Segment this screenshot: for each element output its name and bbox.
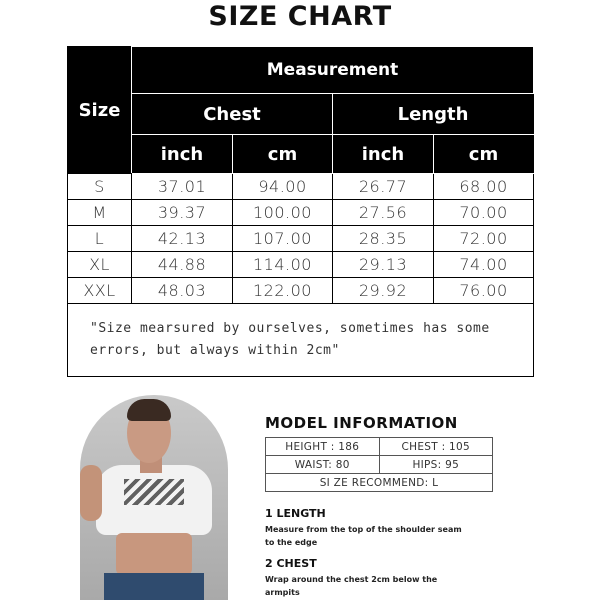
chest-cm-cell: 122.00 [233,278,333,304]
length-cm-cell: 70.00 [434,200,534,226]
model-photo [80,395,228,600]
length-cm-cell: 76.00 [434,278,534,304]
unit-header-chest-inch: inch [132,135,233,174]
table-row [68,278,534,304]
unit-header-chest-cm: cm [233,135,333,174]
chest-cm-cell: 114.00 [233,252,333,278]
chest-header: Chest [132,94,333,135]
length-guide-title: 1 LENGTH [265,507,326,520]
size-cell: S [68,174,132,200]
model-torso [116,533,192,575]
chest-inch-cell: 37.01 [132,174,233,200]
unit-header-length-inch: inch [333,135,434,174]
model-waist: WAIST: 80 [266,456,380,474]
chest-cm-cell: 107.00 [233,226,333,252]
chest-guide-title: 2 CHEST [265,557,317,570]
length-cm-cell: 68.00 [434,174,534,200]
model-info-table [265,437,493,492]
size-cell: L [68,226,132,252]
model-chest: CHEST : 105 [379,438,493,456]
unit-header-length-cm: cm [434,135,534,174]
shirt-pattern [124,479,184,505]
chest-inch-cell: 48.03 [132,278,233,304]
size-cell: M [68,200,132,226]
table-row [68,174,534,200]
table-row [68,200,534,226]
length-guide-desc: Measure from the top of the shoulder seam to the edge [265,525,462,547]
size-cell: XL [68,252,132,278]
length-cm-cell: 74.00 [434,252,534,278]
model-hair [127,399,171,421]
size-column-header: Size [68,47,132,174]
measurement-header: Measurement [132,47,534,94]
model-info-title: MODEL INFORMATION [265,414,458,432]
table-row [68,252,534,278]
chest-guide-desc: Wrap around the chest 2cm below the armpits [265,575,438,597]
chest-cm-cell: 94.00 [233,174,333,200]
model-shorts [104,573,204,600]
length-cm-cell: 72.00 [434,226,534,252]
table-row [68,226,534,252]
model-arm [80,465,102,521]
chest-cm-cell: 100.00 [233,200,333,226]
length-inch-cell: 29.13 [333,252,434,278]
length-inch-cell: 26.77 [333,174,434,200]
chest-inch-cell: 44.88 [132,252,233,278]
measurement-note: "Size mearsured by ourselves, sometimes has some errors, but always within 2cm" [68,304,534,377]
size-chart-table [67,46,534,377]
length-inch-cell: 28.35 [333,226,434,252]
chest-inch-cell: 42.13 [132,226,233,252]
length-header: Length [333,94,534,135]
model-height: HEIGHT : 186 [266,438,380,456]
length-inch-cell: 27.56 [333,200,434,226]
size-cell: XXL [68,278,132,304]
page-title: SIZE CHART [208,1,392,32]
chest-inch-cell: 39.37 [132,200,233,226]
size-recommend: SI ZE RECOMMEND: L [266,474,493,492]
length-inch-cell: 29.92 [333,278,434,304]
model-hips: HIPS: 95 [379,456,493,474]
